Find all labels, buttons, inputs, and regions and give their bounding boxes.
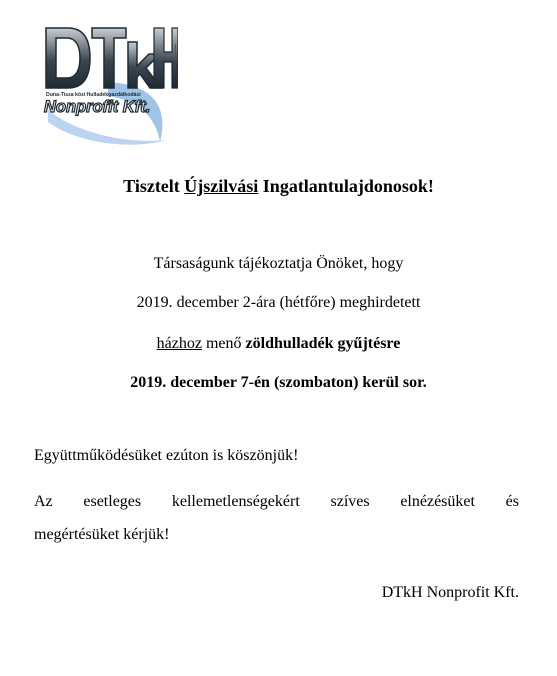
logo-company-text: Nonprofit Kft.: [44, 98, 151, 116]
body-line-2: 2019. december 2-ára (hétfőre) meghirdetett: [136, 294, 421, 311]
logo-tagline: Duna-Tisza közi Hulladékgazdálkodási: [46, 92, 141, 98]
signature: DTkH Nonprofit Kft.: [381, 584, 519, 601]
page-title: Tisztelt Újszilvási Ingatlantulajdonosok!: [123, 176, 434, 196]
heading-place-name: Újszilvási: [184, 176, 259, 196]
body-line-4: 2019. december 7-én (szombaton) kerül sor.: [130, 374, 427, 391]
apology-paragraph: [34, 485, 519, 551]
thanks-paragraph: Együttműködésüket ezúton is köszönjük!: [34, 447, 299, 464]
body-line-1: Társaságunk tájékoztatja Önöket, hogy: [153, 255, 404, 272]
company-logo: [38, 22, 178, 147]
apology-line-2: megértésüket kérjük!: [34, 526, 170, 543]
apology-line-1: Az esetleges kellemetlenségekért szíves elnézésüket és: [34, 493, 519, 510]
body-line-3: házhoz menő zöldhulladék gyűjtésre: [156, 335, 401, 352]
dtkh-logo-icon: [38, 22, 178, 147]
text-cursor: [175, 44, 176, 58]
